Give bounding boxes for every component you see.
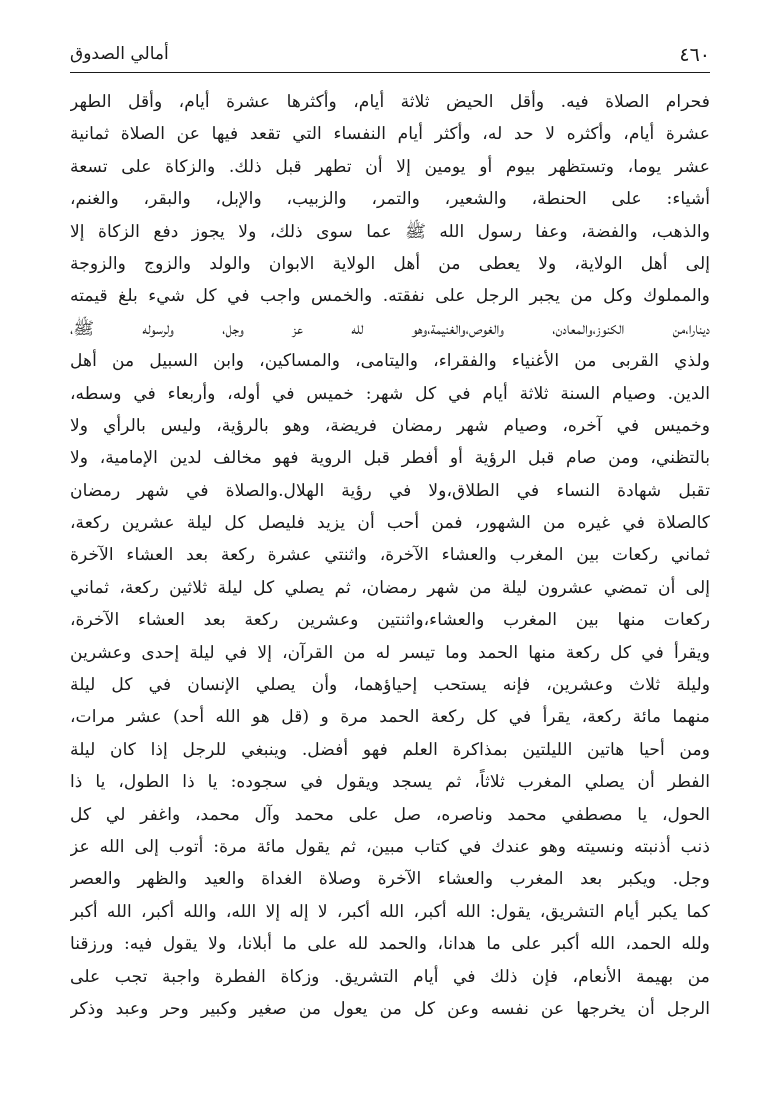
text-line: وليلة ثلاث وعشرين، فإنه يستحب إحياؤهما، وأن يصلي الإنسان في كل ليلة: [70, 675, 710, 696]
text-line: الفطر أن يصلي المغرب ثلاثاً، ثم يسجد ويقول في سجوده: يا ذا الطول، يا ذا: [70, 772, 710, 793]
text-line: من بهيمة الأنعام، فإن ذلك في أيام التشريق. وزكاة الفطرة واجبة تجب على: [70, 966, 710, 987]
text-line: ويقرأ في كل ركعة منها الحمد وما تيسر له من القرآن، إلا في ليلة إحدى وعشرين: [70, 642, 710, 663]
header-divider: [70, 72, 710, 73]
text-line: والذهب، والفضة، وعفا رسول الله ﷺ عما سوى ذلك، ولا يجوز دفع الزكاة إلا: [70, 221, 710, 242]
text-line: الرجل أن يخرجها عن نفسه وعن كل من يعول من صغير وكبير وحر وعبد وذكر: [70, 998, 710, 1019]
text-line: وجل. ويكبر بعد المغرب والعشاء الآخرة وصلاة الغداة والعيد والظهر والعصر: [70, 869, 710, 890]
text-line: تقبل شهادة النساء في الطلاق،ولا في رؤية الهلال.والصلاة في شهر رمضان: [70, 480, 710, 501]
text-line: إلى أن تمضي عشرون ليلة من شهر رمضان، ثم يصلي كل ليلة ثلاثين ركعة، ثماني: [70, 577, 710, 598]
text-line: ولله الحمد، الله أكبر على ما هدانا، والحمد لله على ما أبلانا، ولا يقول فيه: ورزقنا: [70, 934, 710, 955]
text-line: منهما مائة ركعة، يقرأ في كل ركعة الحمد مرة و (قل هو الله أحد) عشر مرات،: [70, 707, 710, 728]
page-header: [70, 42, 710, 68]
text-line: ومن أحيا هاتين الليلتين بمذاكرة العلم فهو أفضل. وينبغي للرجل إذا كان ليلة: [70, 739, 710, 760]
text-line: بالتظني، ومن صام قبل الرؤية أو أفطر قبل الروية فهو مخالف لدين الإمامية، ولا: [70, 448, 710, 469]
text-line: ثماني ركعات بين المغرب والعشاء الآخرة، واثنتي عشرة ركعة بعد العشاء الآخرة: [70, 545, 710, 566]
text-line: إلى أهل الولاية، ولا يعطى من أهل الولاية الابوان والولد والزوج والزوجة: [70, 253, 710, 274]
text-line: كالصلاة في غيره من الشهور، فمن أحب أن يزيد فليصل كل ليلة عشرين ركعة،: [70, 513, 710, 534]
text-line: فحرام الصلاة فيه. وأقل الحيض ثلاثة أيام، وأكثرها عشرة أيام، وأقل الطهر: [70, 92, 710, 112]
text-line: أشياء: على الحنطة، والشعير، والتمر، والزبيب، والإبل، والبقر، والغنم،: [70, 189, 710, 210]
page-number: ٤٦٠: [679, 44, 710, 66]
text-line: عشرة أيام، وأكثره لا حد له، وأكثر أيام النفساء التي تقعد فيها عن الصلاة ثمانية: [70, 124, 710, 145]
text-line: ولذي القربى من الأغنياء والفقراء، واليتامى، والمساكين، وابن السبيل من أهل: [70, 351, 710, 372]
text-line: الدين. وصيام السنة ثلاثة أيام في كل شهر: خميس في أوله، وأربعاء في وسطه،: [70, 383, 710, 404]
body-text: [70, 86, 710, 1025]
text-line: ذنب أذنبته ونسيته وهو عندك في كتاب مبين، ثم يقول مائة مرة: أتوب إلى الله عز: [70, 836, 710, 857]
text-line: الحول، يا مصطفي محمد وناصره، صل على محمد وآل محمد، واغفر لي كل: [70, 804, 710, 825]
text-line: دينارا،من الكنوز،والمعادن، والغوص،والغنيمة،وهو لله عز وجل، ولرسوله ﷺ،: [70, 318, 710, 339]
text-line: عشر يوما، وتستظهر بيوم أو يومين إلا أن تطهر قبل ذلك. والزكاة على تسعة: [70, 156, 710, 177]
text-line: وخميس في آخره، وصيام شهر رمضان فريضة، وهو بالرؤية، وليس بالرأي ولا: [70, 415, 710, 436]
text-line: والمملوك وكل من يجبر الرجل على نفقته. والخمس واجب في كل شيء بلغ قيمته: [70, 286, 710, 307]
text-line: ركعات منها بين المغرب والعشاء،واثنتين وعشرين ركعة بعد العشاء الآخرة،: [70, 610, 710, 631]
book-title: أمالي الصدوق: [70, 44, 169, 64]
text-line: كما يكبر أيام التشريق، يقول: الله أكبر، الله أكبر، لا إله إلا الله، والله أكبر، الله أكبر: [70, 901, 710, 922]
